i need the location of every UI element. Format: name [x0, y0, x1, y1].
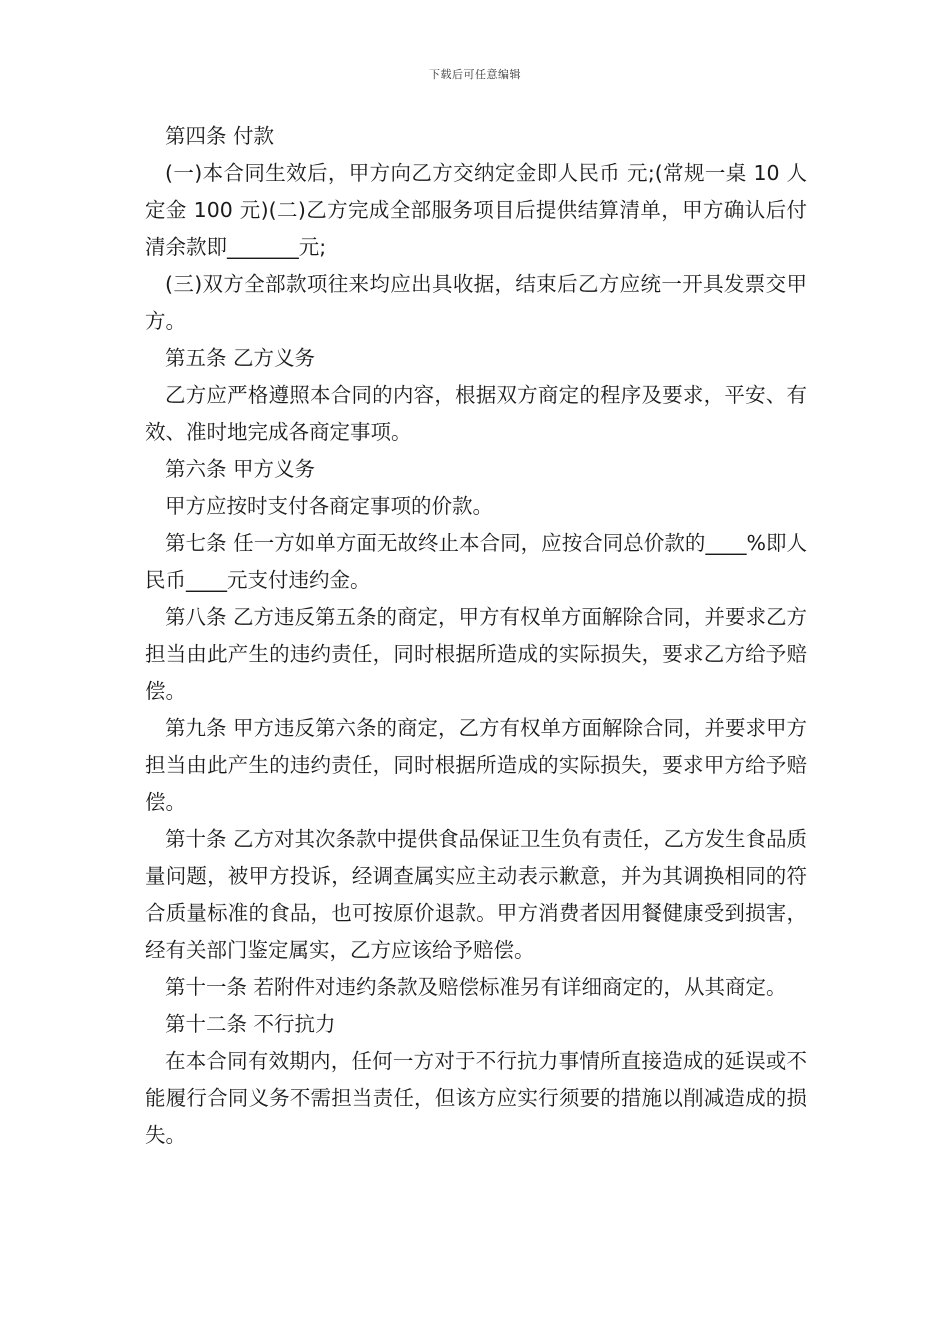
article-5-body: 乙方应严格遵照本合同的内容，根据双方商定的程序及要求，平安、有效、准时地完成各商定事项。: [145, 383, 807, 444]
article-10: 第十条 乙方对其次条款中提供食品保证卫生负有责任，乙方发生食品质量问题，被甲方投诉，经调查属实应主动表示歉意，并为其调换相同的符合质量标准的食品，也可按原价退款。甲方消费者因用餐健康受到损害，经有关部门鉴定属实，乙方应该给予赔偿。: [145, 827, 808, 962]
article-5-heading: 第五条 乙方义务: [165, 346, 316, 370]
article-12-body: 在本合同有效期内，任何一方对于不行抗力事情所直接造成的延误或不能履行合同义务不需担当责任，但该方应实行须要的措施以削减造成的损失。: [145, 1049, 807, 1147]
article-11: 第十一条 若附件对违约条款及赔偿标准另有详细商定的，从其商定。: [165, 975, 787, 999]
article-8: 第八条 乙方违反第五条的商定，甲方有权单方面解除合同，并要求乙方担当由此产生的违约责任，同时根据所造成的实际损失，要求乙方给予赔偿。: [145, 605, 808, 703]
article-4-heading: 第四条 付款: [165, 124, 275, 148]
article-6-heading: 第六条 甲方义务: [165, 457, 316, 481]
document-body: [145, 118, 807, 1154]
article-4-clause-3: (三)双方全部款项往来均应出具收据，结束后乙方应统一开具发票交甲方。: [145, 272, 807, 333]
article-6-body: 甲方应按时支付各商定事项的价款。: [165, 494, 493, 518]
article-12-heading: 第十二条 不行抗力: [165, 1012, 336, 1036]
article-7: 第七条 任一方如单方面无故终止本合同，应按合同总价款的____%即人民币____元支付违约金。: [145, 531, 807, 592]
article-4-clause-1-2: (一)本合同生效后，甲方向乙方交纳定金即人民币 元;(常规一桌 10 人定金 100 元)(二)乙方完成全部服务项目后提供结算清单，甲方确认后付清余款即_______元;: [145, 161, 807, 259]
article-9: 第九条 甲方违反第六条的商定，乙方有权单方面解除合同，并要求甲方担当由此产生的违约责任，同时根据所造成的实际损失，要求甲方给予赔偿。: [145, 716, 808, 814]
page-header-note: 下载后可任意编辑: [429, 68, 521, 81]
